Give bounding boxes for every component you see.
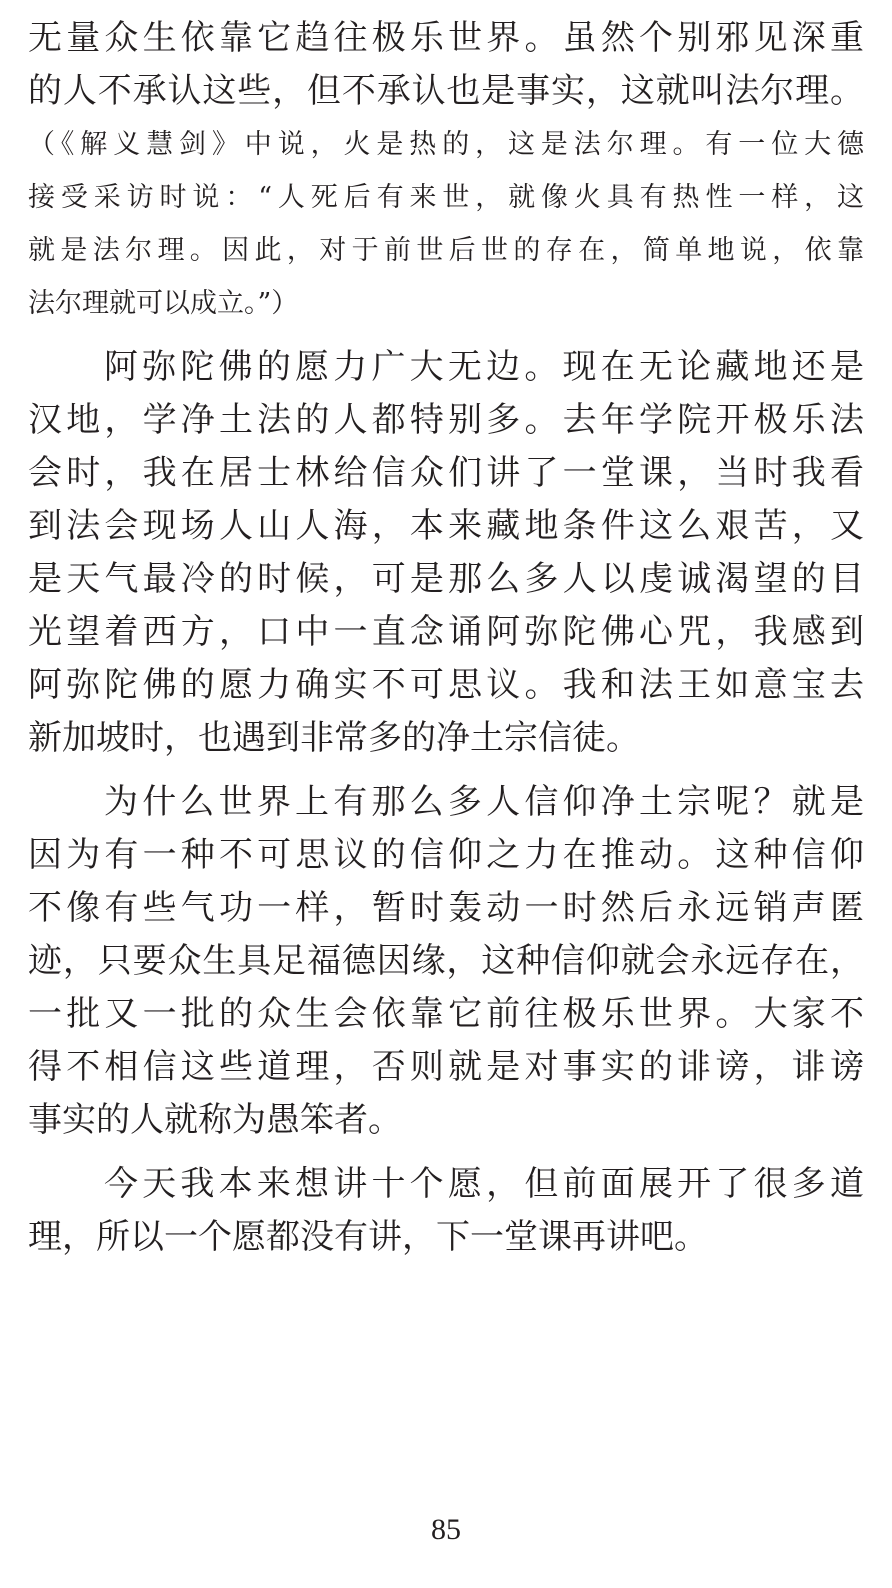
- paragraph-continued: [28, 12, 864, 118]
- note-line: 法尔理就可以成立。”）: [28, 288, 299, 319]
- note-line: 就是法尔理。因此，对于前世后世的存在，简单地说，依靠: [28, 235, 864, 266]
- text-line: 今天我本来想讲十个愿，但前面展开了很多道: [104, 1164, 864, 1204]
- parenthetical-note: [28, 118, 864, 330]
- paragraph-closing: [28, 1158, 864, 1264]
- text-line: 理，所以一个愿都没有讲，下一堂课再讲吧。: [28, 1217, 708, 1257]
- note-line: 接受采访时说：“人死后有来世，就像火具有热性一样，这: [28, 182, 864, 213]
- text-line: 无量众生依靠它趋往极乐世界。虽然个别邪见深重: [28, 18, 864, 58]
- page-number: 85: [431, 1513, 461, 1546]
- text-line: 阿弥陀佛的愿力广大无边。现在无论藏地还是: [104, 347, 864, 387]
- text-line: 迹，只要众生具足福德因缘，这种信仰就会永远存在，: [28, 941, 864, 981]
- paragraph-amitabha-vow-power: [28, 341, 864, 765]
- book-page-body: [28, 12, 864, 1264]
- text-line: 得不相信这些道理，否则就是对事实的诽谤，诽谤: [28, 1047, 864, 1087]
- text-line: 会时，我在居士林给信众们讲了一堂课，当时我看: [28, 453, 864, 493]
- text-line: 的人不承认这些，但不承认也是事实，这就叫法尔理。: [28, 71, 864, 111]
- paragraph-pure-land-faith: [28, 776, 864, 1147]
- text-line: 是天气最冷的时候，可是那么多人以虔诚渴望的目: [28, 559, 864, 599]
- text-line: 因为有一种不可思议的信仰之力在推动。这种信仰: [28, 835, 864, 875]
- text-line: 为什么世界上有那么多人信仰净土宗呢？就是: [104, 782, 864, 822]
- text-line: 不像有些气功一样，暂时轰动一时然后永远销声匿: [28, 888, 864, 928]
- text-line: 一批又一批的众生会依靠它前往极乐世界。大家不: [28, 994, 864, 1034]
- note-line: （《解义慧剑》中说，火是热的，这是法尔理。有一位大德: [28, 129, 864, 160]
- text-line: 新加坡时，也遇到非常多的净土宗信徒。: [28, 718, 640, 758]
- text-line: 到法会现场人山人海，本来藏地条件这么艰苦，又: [28, 506, 864, 546]
- text-line: 事实的人就称为愚笨者。: [28, 1100, 402, 1140]
- text-line: 阿弥陀佛的愿力确实不可思议。我和法王如意宝去: [28, 665, 864, 705]
- text-line: 汉地，学净土法的人都特别多。去年学院开极乐法: [28, 400, 864, 440]
- text-line: 光望着西方，口中一直念诵阿弥陀佛心咒，我感到: [28, 612, 864, 652]
